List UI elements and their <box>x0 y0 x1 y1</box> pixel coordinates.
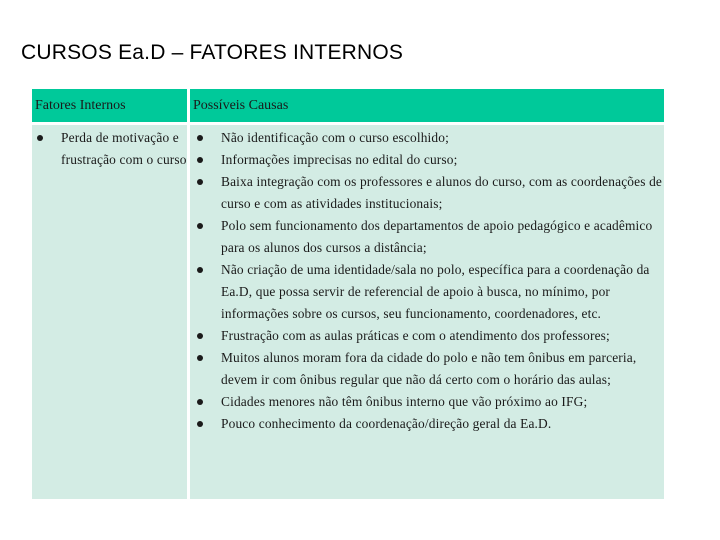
list-item <box>190 215 664 259</box>
list-item-text: Perda de motivação e frustração com o curso <box>61 130 187 167</box>
header-possible-causes-label: Possíveis Causas <box>193 98 289 113</box>
list-item <box>190 259 664 325</box>
bullet-icon <box>197 135 203 141</box>
list-item <box>190 413 664 435</box>
list-item <box>32 125 187 171</box>
list-item-text: Baixa integração com os professores e alunos do curso, com as coordenações de curso e com as atividades institucionais; <box>221 174 663 211</box>
list-item <box>190 171 664 215</box>
list-item <box>190 391 664 413</box>
header-possible-causes <box>190 89 664 122</box>
bullet-icon <box>197 179 203 185</box>
list-item <box>190 127 664 149</box>
list-item <box>190 325 664 347</box>
list-item <box>190 347 664 391</box>
bullet-icon <box>197 399 203 405</box>
bullet-icon <box>197 421 203 427</box>
bullet-icon <box>197 355 203 361</box>
bullet-icon <box>197 333 203 339</box>
header-internal-factors-label: Fatores Internos <box>35 98 126 113</box>
list-item-text: Polo sem funcionamento dos departamentos de apoio pedagógico e acadêmico para os alunos dos cursos a distância; <box>221 218 653 255</box>
list-item <box>190 149 664 171</box>
possible-causes-cell <box>190 125 664 435</box>
list-item-text: Pouco conhecimento da coordenação/direção geral da Ea.D. <box>221 416 552 431</box>
factors-table <box>32 89 664 499</box>
header-internal-factors <box>32 89 187 122</box>
list-item-text: Não criação de uma identidade/sala no polo, específica para a coordenação da Ea.D, que possa servir de referencial de apoio à busca, no mínimo, por informações sobre os cursos, seu funcionamento, coordenadores, etc. <box>221 262 650 321</box>
list-item-text: Não identificação com o curso escolhido; <box>221 130 449 145</box>
page-title: CURSOS Ea.D – FATORES INTERNOS <box>21 41 404 64</box>
bullet-icon <box>37 135 43 141</box>
list-item-text: Informações imprecisas no edital do curso; <box>221 152 458 167</box>
possible-causes-list <box>190 125 664 435</box>
bullet-icon <box>197 267 203 273</box>
list-item-text: Cidades menores não têm ônibus interno que vão próximo ao IFG; <box>221 394 588 409</box>
internal-factors-cell <box>32 125 187 171</box>
bullet-icon <box>197 157 203 163</box>
bullet-icon <box>197 223 203 229</box>
list-item-text: Muitos alunos moram fora da cidade do polo e não tem ônibus em parceria, devem ir com ônibus regular que não dá certo com o horário das aulas; <box>221 350 637 387</box>
internal-factors-list <box>32 125 187 171</box>
list-item-text: Frustração com as aulas práticas e com o atendimento dos professores; <box>221 328 610 343</box>
